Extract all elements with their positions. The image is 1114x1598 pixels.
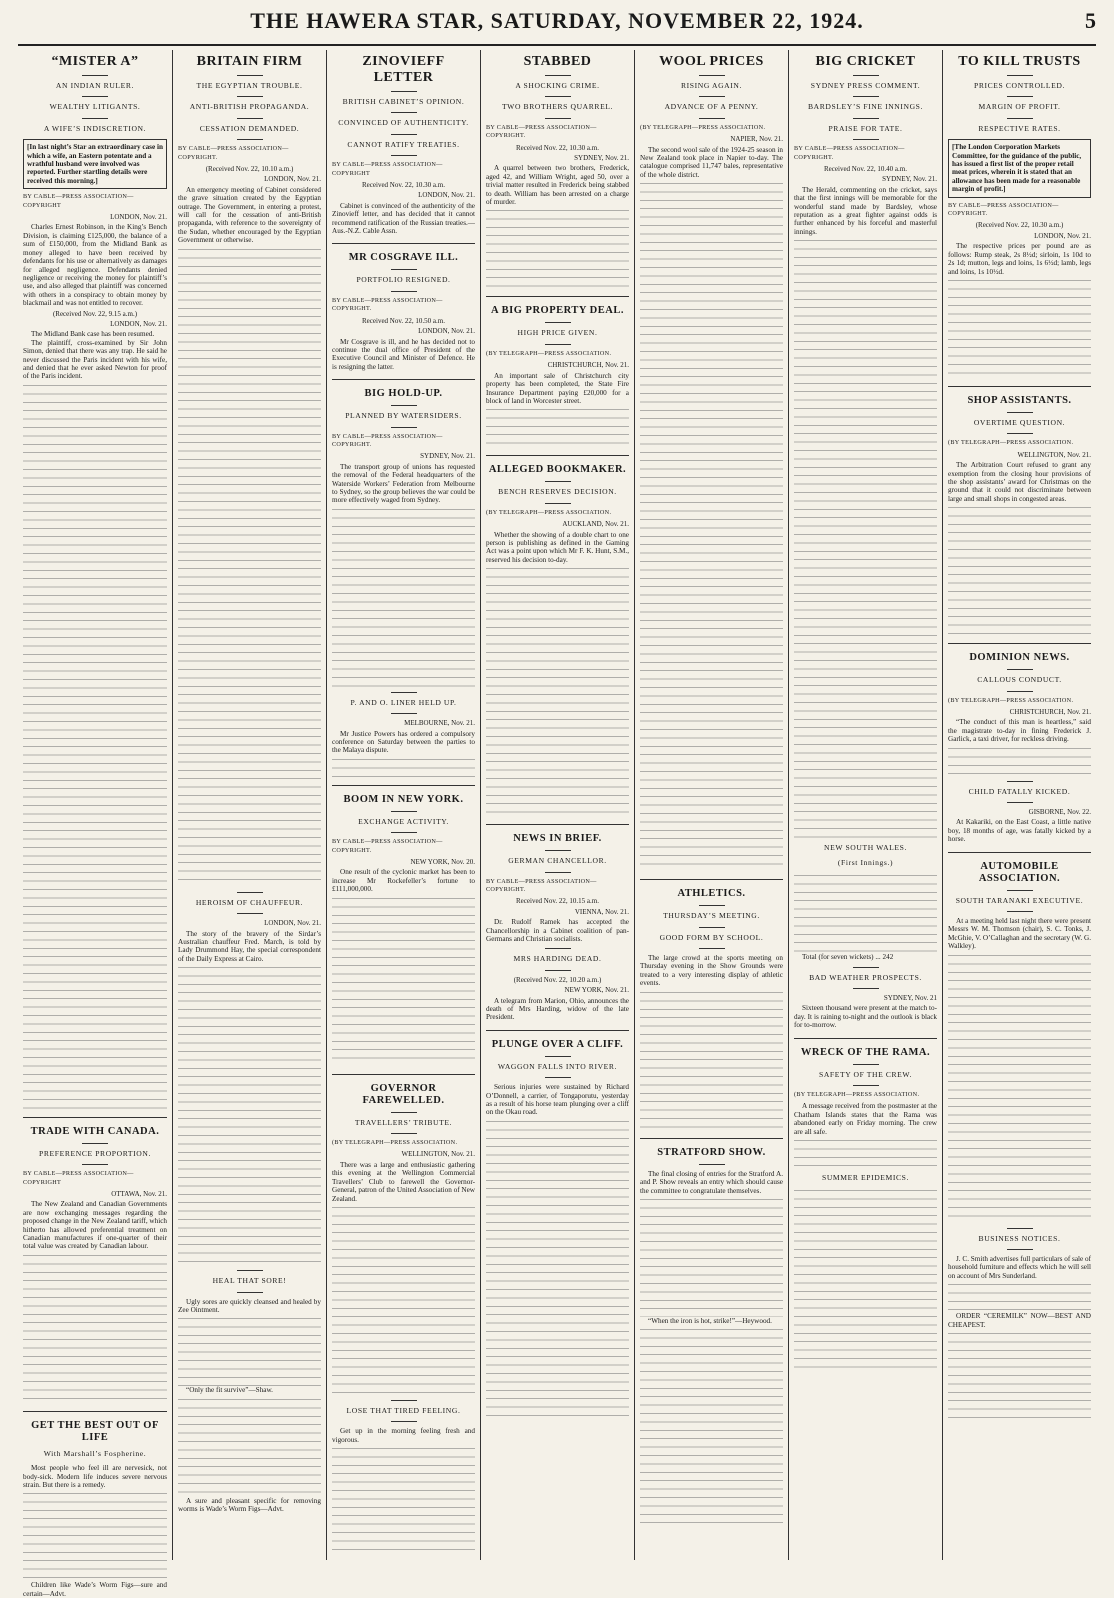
headline: BOOM IN NEW YORK. (343, 793, 464, 805)
section-divider (486, 1030, 629, 1031)
section-divider (332, 379, 475, 380)
heading-divider (391, 811, 417, 812)
body-paragraph: “Only the fit survive”—Shaw. (186, 1386, 273, 1395)
place-dateline: SYDNEY, Nov. 21 (883, 993, 937, 1002)
heading-divider (391, 427, 417, 428)
received-time: (Received Nov. 22, 9.15 a.m.) (52, 309, 138, 318)
dateline: BY CABLE—PRESS ASSOCIATION—COPYRIGHT. (332, 296, 443, 313)
text-block (332, 1205, 475, 1395)
heading-divider (391, 692, 417, 693)
heading-divider (699, 118, 725, 119)
heading-divider (237, 96, 263, 97)
body-paragraph: Get up in the morning feeling fresh and vigorous. (332, 1427, 475, 1444)
text-block (486, 208, 629, 288)
column-4 (480, 50, 634, 1560)
text-block (178, 1316, 321, 1386)
heading-divider (82, 75, 108, 76)
subheading: PLANNED BY WATERSIDERS. (345, 411, 462, 421)
body-paragraph: An important sale of Christchurch city property has been completed, the State Fire Insurance Department paying £20,000 for a block of land in Worcester street. (486, 371, 629, 405)
heading-divider (699, 1164, 725, 1165)
dateline: BY CABLE—PRESS ASSOCIATION—COPYRIGHT. (332, 838, 443, 854)
heading-divider (1007, 433, 1033, 434)
body-paragraph: The Herald, commenting on the cricket, says that the first innings will be memorable for the wonderful stand made by Bardsley, whose reputation as a great fighter against odds is further enhanced by his forceful and masterful innings. (794, 185, 937, 236)
text-block (948, 505, 1091, 635)
subheading: With Marshall’s Fospherine. (43, 1448, 147, 1458)
body-paragraph: The respective prices per pound are as follows: Rump steak, 2s 8½d; sirloin, 1s 10d to 2s 1d; mutton, legs and loins, 1s 6½d; lamb, legs and loins, 1s 10½d. (948, 242, 1091, 276)
heading-divider (853, 967, 879, 968)
heading-divider (545, 75, 571, 76)
heading-divider (853, 118, 879, 119)
text-block (178, 965, 321, 1265)
headline: WOOL PRICES (659, 54, 764, 69)
subheading: ANTI-BRITISH PROPAGANDA. (189, 102, 310, 112)
section-divider (794, 1038, 937, 1039)
body-paragraph: A telegram from Marion, Ohio, announces the death of Mrs Harding, widow of the late President. (486, 996, 629, 1022)
heading-divider (853, 139, 879, 140)
subheading: PRICES CONTROLLED. (974, 81, 1065, 90)
headline: TRADE WITH CANADA. (30, 1125, 160, 1137)
heading-divider (1007, 781, 1033, 782)
subheading: THURSDAY’S MEETING. (663, 911, 760, 921)
received-time: Received Nov. 22, 10.50 a.m. (362, 316, 445, 325)
heading-divider (391, 91, 417, 92)
text-block (794, 238, 937, 838)
text-block (332, 896, 475, 1066)
headline: DOMINION NEWS. (969, 652, 1070, 664)
heading-divider (853, 75, 879, 76)
heading-divider (699, 75, 725, 76)
heading-divider (391, 1112, 417, 1113)
headline: ZINOVIEFF LETTER (362, 54, 445, 85)
headline: PLUNGE OVER A CLIFF. (491, 1038, 624, 1050)
newspaper-title: THE HAWERA STAR, SATURDAY, NOVEMBER 22, 1924. (250, 8, 864, 33)
section-divider (332, 243, 475, 244)
heading-divider (237, 1292, 263, 1293)
heading-divider (545, 118, 571, 119)
received-time: Received Nov. 22, 10.15 a.m. (516, 897, 599, 906)
heading-divider (391, 405, 417, 406)
heading-divider (1007, 802, 1033, 803)
heading-divider (1007, 118, 1033, 119)
text-block (332, 1446, 475, 1556)
headline: TO KILL TRUSTS (958, 54, 1081, 69)
section-divider (486, 296, 629, 297)
section-divider (23, 1117, 167, 1118)
heading-divider (1007, 1249, 1033, 1250)
heading-divider (1007, 412, 1033, 413)
headline: BIG CRICKET (815, 54, 916, 69)
section-divider (948, 852, 1091, 853)
dateline: BY CABLE—PRESS ASSOCIATION—COPYRIGHT. (332, 432, 443, 448)
heading-divider (82, 1164, 108, 1165)
heading-divider (82, 118, 108, 119)
heading-divider (391, 713, 417, 714)
headline: A BIG PROPERTY DEAL. (491, 305, 624, 317)
place-dateline: NEW YORK, Nov. 20. (410, 858, 475, 867)
subheading: MRS HARDING DEAD. (513, 954, 602, 964)
body-paragraph: At a meeting held last night there were present Messrs W. M. Thomson (chair), S. C. Tonks, J. McGhie, V. O’Callaghan and the secretary (W. G. Walkley). (948, 917, 1091, 951)
heading-divider (391, 832, 417, 833)
text-block (23, 1253, 167, 1403)
dateline: (BY TELEGRAPH—PRESS ASSOCIATION. (640, 123, 766, 131)
heading-divider (391, 1133, 417, 1134)
headline: GET THE BEST OUT OF LIFE (31, 1419, 159, 1443)
column-5 (634, 50, 788, 1560)
heading-divider (545, 503, 571, 504)
place-dateline: WELLINGTON, Nov. 21. (1017, 450, 1091, 459)
page-number: 5 (1085, 8, 1096, 33)
dateline: BY CABLE—PRESS ASSOCIATION—COPYRIGHT. (486, 877, 597, 893)
editor-note: [The London Corporation Markets Committee, for the guidance of the public, has issued a first list of the proper retail meat prices, wherein it is stated that an allowance has been made for a reasonable margin of profit.] (948, 139, 1091, 197)
heading-divider (391, 1400, 417, 1401)
headline: STABBED (523, 54, 592, 69)
heading-divider (391, 112, 417, 113)
body-paragraph: The second wool sale of the 1924-25 season in New Zealand took place in Napier to-day. The catalogue comprised 11,747 bales, representative of the whole district. (640, 145, 783, 179)
body-paragraph: A sure and pleasant specific for removing worms is Wade’s Worm Figs—Advt. (178, 1496, 321, 1514)
subheading: RISING AGAIN. (681, 81, 742, 90)
section-divider (948, 386, 1091, 387)
heading-divider (391, 155, 417, 156)
text-block (948, 746, 1091, 776)
received-time: (Received Nov. 22, 10.20 a.m.) (513, 975, 602, 984)
column-2 (172, 50, 326, 1560)
received-time: Received Nov. 22, 10.30 a.m. (362, 181, 445, 190)
subheading: LOSE THAT TIRED FEELING. (346, 1405, 461, 1415)
body-paragraph: “When the iron is hot, strike!”—Heywood. (648, 1316, 772, 1325)
heading-divider (1007, 669, 1033, 670)
dateline: (BY TELEGRAPH—PRESS ASSOCIATION. (486, 349, 612, 357)
body-paragraph: The transport group of unions has requested the removal of the Federal headquarters of the Waterside Workers’ Federation from Melbourne to Sydney, so the group believes the war could be more effectively waged from Sydney. (332, 462, 475, 505)
place-dateline: LONDON, Nov. 21. (264, 919, 321, 928)
received-time: (Received Nov. 22, 10.10 a.m.) (205, 165, 294, 174)
place-dateline: SYDNEY, Nov. 21. (420, 452, 475, 461)
heading-divider (545, 850, 571, 851)
heading-divider (1007, 96, 1033, 97)
body-paragraph: The large crowd at the sports meeting on Thursday evening in the Show Grounds were treated to a very interesting display of athletic events. (640, 954, 783, 988)
place-dateline: SYDNEY, Nov. 21. (882, 175, 937, 184)
subheading: BARDSLEY’S FINE INNINGS. (807, 102, 924, 112)
place-dateline: LONDON, Nov. 21. (418, 327, 475, 336)
text-block (23, 1491, 167, 1581)
text-block (794, 1188, 937, 1368)
text-block (640, 990, 783, 1130)
body-paragraph: ORDER “CEREMILK” NOW—BEST AND CHEAPEST. (948, 1312, 1091, 1329)
heading-divider (391, 291, 417, 292)
headline: GOVERNOR FAREWELLED. (362, 1082, 445, 1106)
subheading: SUMMER EPIDEMICS. (822, 1172, 909, 1182)
heading-divider (545, 344, 571, 345)
dateline: BY CABLE—PRESS ASSOCIATION—COPYRIGHT. (178, 145, 289, 161)
subheading: ADVANCE OF A PENNY. (664, 102, 759, 112)
subheading: PRAISE FOR TATE. (828, 123, 903, 133)
heading-divider (699, 948, 725, 949)
body-paragraph: Mr Cosgrave is ill, and he has decided not to continue the dual office of President of the Executive Council and Minister of Defence. He is resigning the latter. (332, 337, 475, 371)
place-dateline: LONDON, Nov. 21. (1034, 231, 1091, 240)
body-paragraph: “The conduct of this man is heartless,” said the magistrate to-day in fining Frederick J. Garlick, a taxi driver, for reckless driving. (948, 718, 1091, 744)
headline: BRITAIN FIRM (196, 54, 303, 69)
text-block (948, 1331, 1091, 1421)
body-paragraph: Cabinet is convinced of the authenticity of the Zinovieff letter, and has decided that it cannot recommend ratification of the Russian treaties.—Aus.-N.Z. Cable Assn. (332, 201, 475, 236)
text-block (948, 1282, 1091, 1312)
subheading: EXCHANGE ACTIVITY. (358, 816, 449, 826)
body-paragraph: Charles Ernest Robinson, in the King’s Bench Division, is claiming £125,000, the balance of a sum of £150,000, from the Midland Bank as money alleged to have been received by defendants for his use or alternatively as damages for alleged negligence. Defendants denied negligence or receiving the money for plaintiff’s use, and also alleged that plaintiff was concerned with others in a conspiracy to obtain money by blackmail and was not entitled to recover. (23, 223, 167, 308)
section-divider (486, 824, 629, 825)
heading-divider (237, 913, 263, 914)
headline: STRATFORD SHOW. (657, 1146, 766, 1158)
subheading: CONVINCED OF AUTHENTICITY. (338, 118, 469, 128)
heading-divider (391, 1421, 417, 1422)
text-block (794, 1138, 937, 1168)
body-paragraph: A quarrel between two brothers, Frederick, aged 42, and William Wright, aged 50, over a trivial matter resulted in Frederick being stabbed to death. William has been arrested on a charge of murder. (486, 164, 629, 207)
body-paragraph: Total (for seven wickets) ... 242 (802, 953, 894, 962)
heading-divider (391, 269, 417, 270)
body-paragraph: The final closing of entries for the Stratford A. and P. Show reveals an entry which should cause the committee to congratulate themselves. (640, 1169, 783, 1195)
article-columns (18, 50, 1096, 1598)
text-block (332, 507, 475, 687)
body-paragraph: Children like Wade’s Worm Figs—sure and certain—Advt. (23, 1581, 167, 1598)
heading-divider (237, 75, 263, 76)
heading-divider (545, 970, 571, 971)
column-6 (788, 50, 942, 1560)
body-paragraph: Dr. Rudolf Ramek has accepted the Chancellorship in a Cabinet coalition of pan-Germans and Christian socialists. (486, 918, 629, 943)
text-block (486, 407, 629, 447)
headline: NEWS IN BRIEF. (513, 833, 602, 845)
headline: SHOP ASSISTANTS. (967, 394, 1072, 406)
place-dateline: NEW YORK, Nov. 21. (564, 986, 629, 995)
place-dateline: VIENNA, Nov. 21. (574, 907, 629, 916)
body-paragraph: Ugly sores are quickly cleansed and healed by Zee Ointment. (178, 1297, 321, 1314)
subheading: (First Innings.) (837, 857, 894, 867)
heading-divider (1007, 75, 1033, 76)
subheading: OVERTIME QUESTION. (973, 417, 1066, 427)
text-block (948, 953, 1091, 1223)
body-paragraph: Sixteen thousand were present at the match to-day. It is raining to-night and the outlook is black for to-morrow. (794, 1004, 937, 1030)
dateline: (BY TELEGRAPH—PRESS ASSOCIATION. (948, 439, 1074, 447)
body-paragraph: Serious injuries were sustained by Richard O’Donnell, a carrier, of Tongaporutu, yesterday as a result of his horse team plunging over a cliff on the Okau road. (486, 1083, 629, 1117)
subheading: NEW SOUTH WALES. (824, 843, 907, 853)
subheading: HEROISM OF CHAUFFEUR. (195, 897, 304, 907)
body-paragraph: An emergency meeting of Cabinet considered the grave situation created by the Egyptian outrage. The Government, in entering a protest, will call for the cessation of anti-British propaganda, with reference to the sovereignty of the Sudan, whether encouraged by the Egyptian Government or otherwise. (178, 185, 321, 245)
subheading: A SHOCKING CRIME. (515, 81, 600, 90)
dateline: (BY TELEGRAPH—PRESS ASSOCIATION. (486, 508, 612, 516)
subheading: PREFERENCE PROPORTION. (39, 1148, 151, 1158)
headline: AUTOMOBILE ASSOCIATION. (978, 860, 1061, 884)
place-dateline: OTTAWA, Nov. 21. (111, 1190, 167, 1198)
subheading: CESSATION DEMANDED. (199, 123, 300, 133)
subheading: CHILD FATALLY KICKED. (968, 786, 1071, 796)
subheading: CALLOUS CONDUCT. (977, 675, 1062, 685)
text-block (23, 383, 167, 1109)
heading-divider (853, 1085, 879, 1086)
subheading: WAGGON FALLS INTO RIVER. (497, 1061, 618, 1071)
subheading: CANNOT RATIFY TREATIES. (347, 139, 460, 149)
headline: MR COSGRAVE ILL. (348, 252, 459, 264)
place-dateline: SYDNEY, Nov. 21. (574, 154, 629, 163)
subheading: HIGH PRICE GIVEN. (517, 328, 598, 338)
text-block (178, 247, 321, 887)
heading-divider (853, 1064, 879, 1065)
place-dateline: CHRISTCHURCH, Nov. 21. (1009, 707, 1091, 716)
heading-divider (391, 134, 417, 135)
headline: ATHLETICS. (677, 888, 746, 900)
heading-divider (237, 139, 263, 140)
section-divider (948, 643, 1091, 644)
subheading: MARGIN OF PROFIT. (978, 102, 1061, 112)
subheading: BUSINESS NOTICES. (978, 1233, 1061, 1243)
body-paragraph: At Kakariki, on the East Coast, a little native boy, 18 months of age, was fatally kicked by a horse. (948, 818, 1091, 844)
heading-divider (237, 118, 263, 119)
place-dateline: LONDON, Nov. 21. (418, 191, 475, 200)
subheading: AN INDIAN RULER. (55, 81, 135, 90)
heading-divider (545, 481, 571, 482)
column-7 (942, 50, 1096, 1560)
dateline: BY CABLE—PRESS ASSOCIATION—COPYRIGHT. (486, 123, 597, 140)
subheading: WEALTHY LITIGANTS. (49, 102, 141, 112)
body-paragraph: The Midland Bank case has been resumed. (31, 330, 155, 339)
heading-divider (699, 927, 725, 928)
heading-divider (1007, 1228, 1033, 1229)
heading-divider (545, 1056, 571, 1057)
body-paragraph: The story of the bravery of the Sirdar’s Australian chauffeur Fred. March, is told by Lady Drummond Hay, the special correspondent of the Daily Express at Cairo. (178, 929, 321, 963)
text-block (178, 1397, 321, 1497)
received-time: Received Nov. 22, 10.40 a.m. (824, 165, 907, 174)
text-block (640, 1197, 783, 1317)
place-dateline: LONDON, Nov. 21. (110, 213, 167, 222)
heading-divider (1007, 890, 1033, 891)
body-paragraph: Mr Justice Powers has ordered a compulsory conference on Saturday between the parties to the Malaya dispute. (332, 729, 475, 755)
place-dateline: LONDON, Nov. 21. (110, 319, 167, 328)
section-divider (332, 785, 475, 786)
heading-divider (545, 1077, 571, 1078)
subheading: HEAL THAT SORE! (212, 1276, 287, 1286)
subheading: GERMAN CHANCELLOR. (508, 856, 607, 866)
text-block (486, 566, 629, 816)
subheading: PORTFOLIO RESIGNED. (356, 275, 451, 285)
dateline: BY CABLE—PRESS ASSOCIATION—COPYRIGHT (332, 161, 443, 177)
subheading: BENCH RESERVES DECISION. (498, 487, 617, 497)
subheading: SYDNEY PRESS COMMENT. (810, 81, 921, 90)
subheading: THE EGYPTIAN TROUBLE. (196, 81, 303, 90)
heading-divider (853, 988, 879, 989)
heading-divider (853, 96, 879, 97)
heading-divider (545, 948, 571, 949)
dateline: BY CABLE—PRESS ASSOCIATION—COPYRIGHT. (948, 201, 1059, 218)
heading-divider (237, 892, 263, 893)
column-1 (18, 50, 172, 1598)
body-paragraph: Most people who feel ill are nervesick, not body-sick. Modern life induces severe nervous strain. But there is a remedy. (23, 1464, 167, 1490)
dateline: BY CABLE—PRESS ASSOCIATION—COPYRIGHT (23, 1170, 134, 1186)
place-dateline: WELLINGTON, Nov. 21. (401, 1150, 475, 1159)
editor-note: [In last night’s Star an extraordinary case in which a wife, an Eastern potentate and a wrathful husband were involved was reported. Further startling details were received this morning.] (23, 139, 167, 189)
heading-divider (1007, 911, 1033, 912)
text-block (640, 181, 783, 871)
body-paragraph: J. C. Smith advertises full particulars of sale of household furniture and effects which he will sell on account of Mrs Sunderland. (948, 1255, 1091, 1280)
heading-divider (82, 96, 108, 97)
body-paragraph: One result of the cyclonic market has been to increase Mr Rockefeller’s fortune to £111,000,000. (332, 868, 475, 894)
section-divider (640, 1138, 783, 1139)
place-dateline: CHRISTCHURCH, Nov. 21. (547, 361, 629, 370)
heading-divider (545, 96, 571, 97)
body-paragraph: The New Zealand and Canadian Governments are now exchanging messages regarding the proposed change in the New Zealand tariff, which hitherto has allowed preferential treatment on Canadian manufactures if one-quarter of their total value was created by Canadian labour. (23, 1200, 167, 1251)
headline: “MISTER A” (51, 54, 139, 69)
place-dateline: AUCKLAND, Nov. 21. (562, 520, 629, 529)
dateline: BY CABLE—PRESS ASSOCIATION—COPYRIGHT (23, 193, 134, 209)
headline: ALLEGED BOOKMAKER. (488, 464, 627, 476)
subheading: SOUTH TARANAKI EXECUTIVE. (955, 895, 1084, 905)
received-time: Received Nov. 22, 10.30 a.m. (516, 143, 599, 152)
place-dateline: GISBORNE, Nov. 22. (1028, 808, 1091, 816)
heading-divider (1007, 691, 1033, 692)
dateline: BY CABLE—PRESS ASSOCIATION—COPYRIGHT. (794, 145, 905, 161)
headline: WRECK OF THE RAMA. (800, 1046, 931, 1058)
heading-divider (699, 96, 725, 97)
body-paragraph: A message received from the postmaster at the Chatham Islands states that the Rama was abandoned early on Friday morning. The crew are all safe. (794, 1102, 937, 1136)
section-divider (332, 1074, 475, 1075)
body-paragraph: There was a large and enthusiastic gathering this evening at the Wellington Commercial Travellers’ Club to farewell the Governor-General, patron of the United Association of New Zealand. (332, 1160, 475, 1203)
dateline: (BY TELEGRAPH—PRESS ASSOCIATION. (794, 1090, 920, 1098)
subheading: A WIFE’S INDISCRETION. (43, 123, 147, 133)
section-divider (640, 879, 783, 880)
column-3 (326, 50, 480, 1560)
place-dateline: LONDON, Nov. 21. (264, 175, 321, 184)
text-block (948, 278, 1091, 378)
subheading: TWO BROTHERS QUARREL. (501, 102, 614, 112)
received-time: (Received Nov. 22, 10.30 a.m.) (975, 221, 1064, 230)
heading-divider (237, 1270, 263, 1271)
text-block (486, 1119, 629, 1419)
dateline: (BY TELEGRAPH—PRESS ASSOCIATION. (948, 696, 1074, 704)
subheading: SAFETY OF THE CREW. (819, 1069, 912, 1079)
heading-divider (82, 1143, 108, 1144)
subheading: GOOD FORM BY SCHOOL. (659, 932, 764, 942)
section-divider (486, 455, 629, 456)
subheading: RESPECTIVE RATES. (978, 123, 1061, 133)
body-paragraph: The plaintiff, cross-examined by Sir John Simon, denied that there was any trap. He said he never discussed the Paris incident with his wife, and denied that he ever asked Newton for proof of the Paris incident. (23, 338, 167, 381)
place-dateline: MELBOURNE, Nov. 21. (404, 719, 475, 728)
place-dateline: NAPIER, Nov. 21. (730, 135, 783, 144)
text-block (794, 873, 937, 953)
subheading: BAD WEATHER PROSPECTS. (809, 972, 922, 982)
body-paragraph: The Arbitration Court refused to grant any exemption from the closing hour provisions of the shop assistants’ award for Christmas on the ground that it could not discriminate between large and small shops in congested areas. (948, 461, 1091, 503)
subheading: P. AND O. LINER HELD UP. (350, 697, 457, 707)
subheading: TRAVELLERS’ TRIBUTE. (354, 1117, 453, 1127)
section-divider (23, 1411, 167, 1412)
text-block (640, 1327, 783, 1527)
headline: BIG HOLD-UP. (364, 388, 443, 400)
body-paragraph: Whether the showing of a double chart to one person is publishing as defined in the Gaming Act was a point upon which Mr F. K. Hunt, S.M., reserved his decision to-day. (486, 530, 629, 564)
subheading: BRITISH CABINET’S OPINION. (342, 97, 465, 106)
dateline: (BY TELEGRAPH—PRESS ASSOCIATION. (332, 1139, 458, 1147)
masthead (18, 0, 1096, 46)
heading-divider (699, 905, 725, 906)
heading-divider (545, 872, 571, 873)
heading-divider (545, 322, 571, 323)
text-block (332, 757, 475, 777)
